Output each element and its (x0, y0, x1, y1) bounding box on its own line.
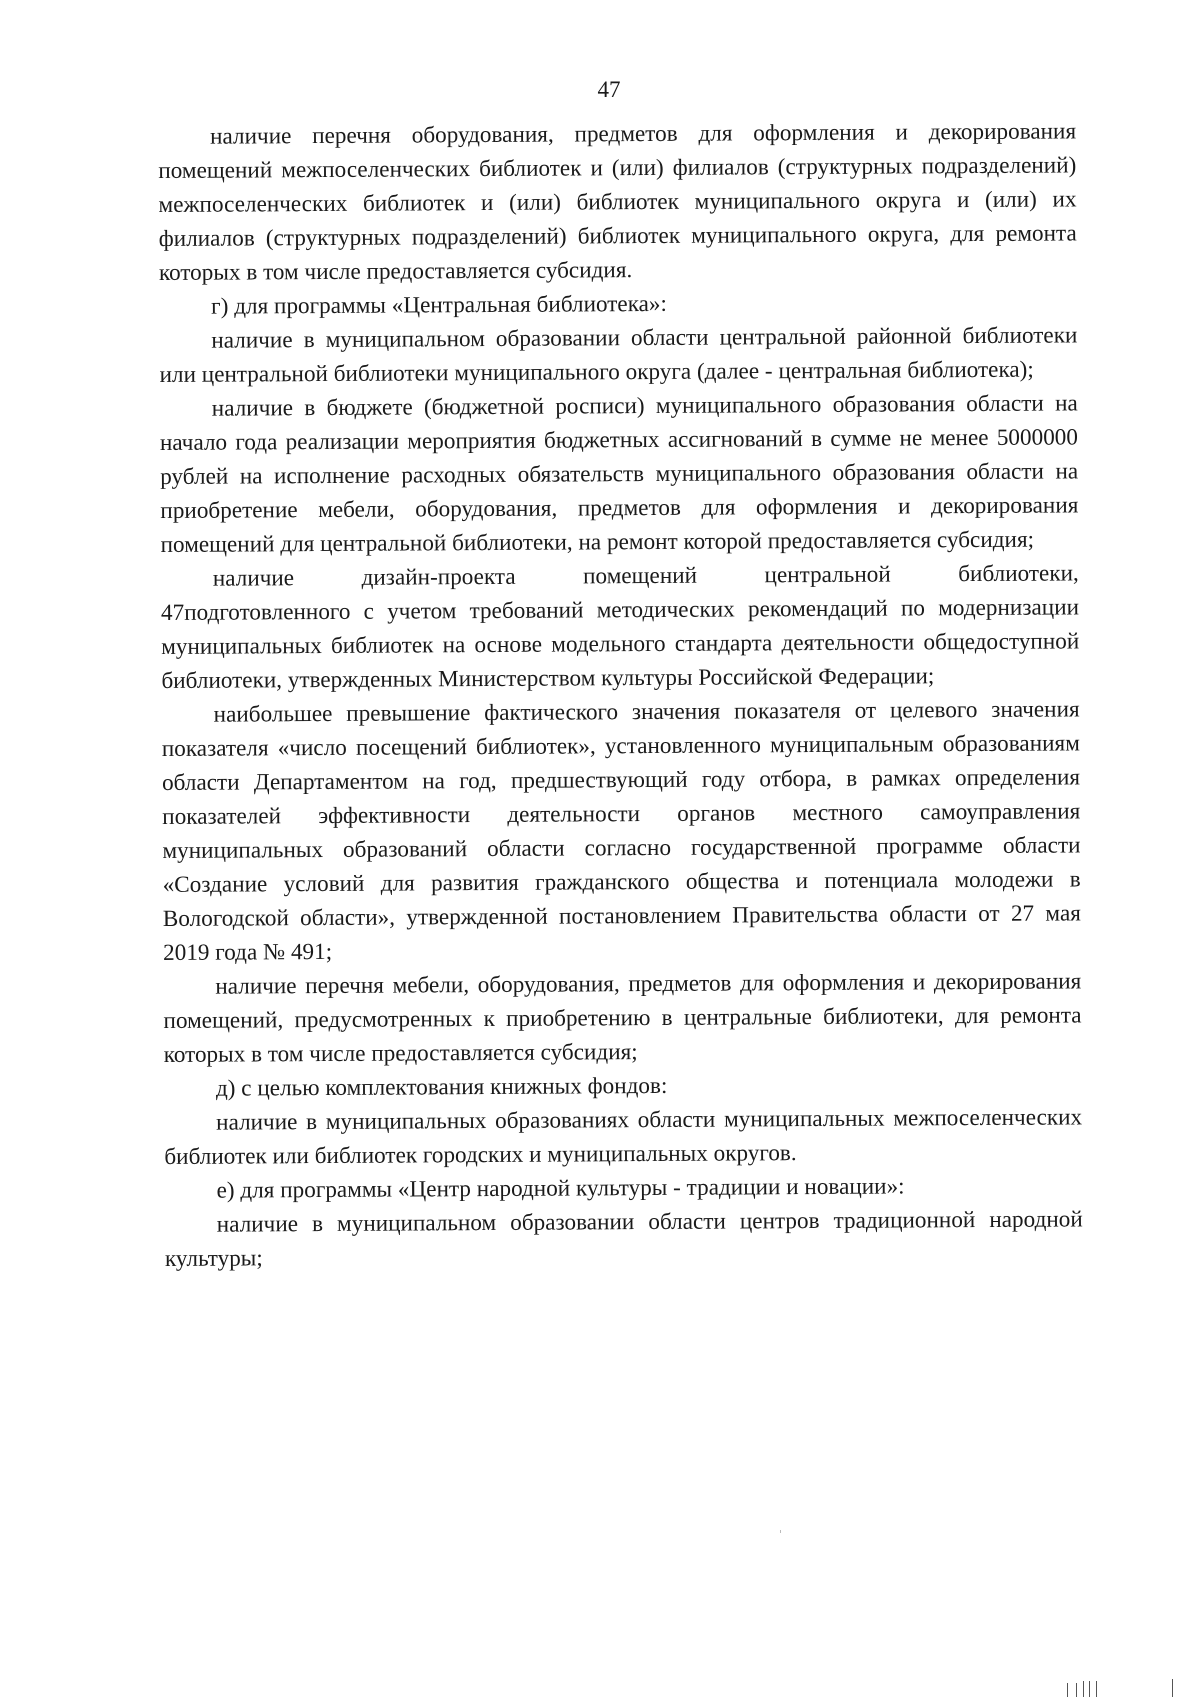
scan-edge-mark (1067, 1683, 1068, 1697)
scan-speck (780, 1530, 781, 1533)
scan-edge-mark (1089, 1681, 1090, 1697)
paragraph-folk-culture-centers: наличие в муниципальном образовании области центров традиционной народной культуры; (164, 1206, 1083, 1272)
paragraph-central-library-heading: г) для программы «Центральная библиотека»: (211, 290, 668, 320)
paragraph-folk-culture-heading: е) для программы «Центр народной культуры - традиции и новации»: (216, 1173, 905, 1204)
page-number: 47 (597, 77, 621, 102)
paragraph-design-project-continued: 47подготовленного с учетом требований методических рекомендаций по модернизации муниципальных библиотек на основе модельного стандарта деятельности общедоступной библиотеки, утвержденных Министерством культуры Российской Федерации; (160, 594, 1080, 694)
scan-edge-mark (1083, 1681, 1084, 1697)
scan-edge-mark (1096, 1681, 1097, 1697)
scan-edge-mark (1076, 1683, 1077, 1697)
paragraph-equipment-list: наличие перечня оборудования, предметов для оформления и декорирования помещений межпоселенческих библиотек и (или) филиалов (структурных подразделений) межпоселенческих библиотек и (или) библиотек муниципального округа и (или) их филиалов (структурных подразделений) библиотек муниципального округа, для ремонта которых в том числе предоставляется субсидия. (158, 118, 1077, 286)
scan-edge-mark (1172, 1679, 1173, 1697)
paragraph-design-project: наличие дизайн-проекта помещений центральной библиотеки, (212, 560, 1079, 592)
paragraph-book-funds-heading: д) с целью комплектования книжных фондов: (215, 1072, 668, 1102)
body-text (158, 114, 1083, 1276)
paragraph-interdistrict-libraries: наличие в муниципальных образованиях области муниципальных межпоселенческих библиотек или библиотек городских и муниципальных округов. (164, 1104, 1083, 1170)
paragraph-visits-indicator: наибольшее превышение фактического значения показателя от целевого значения показателя «число посещений библиотек», установленного муниципальным образованиям области Департаментом на год, предшествующий году отбора, в рамках определения показателей эффективности деятельности органов местного самоуправления муниципальных образований области согласно государственной программе области «Создание условий для развития гражданского общества и потенциала молодежи в Вологодской области», утвержденной постановлением Правительства области от 27 мая 2019 года № 491; (161, 696, 1081, 966)
paragraph-furniture-list: наличие перечня мебели, оборудования, предметов для оформления и декорирования помещений, предусмотренных к приобретению в центральные библиотеки, для ремонта которых в том числе предоставляется субсидия; (163, 968, 1082, 1068)
paragraph-budget-allocation: наличие в бюджете (бюджетной росписи) муниципального образования области на начало года реализации мероприятия бюджетных ассигнований в сумме не менее 5000000 рублей на исполнение расходных обязательств муниципального образования области на приобретение мебели, оборудования, предметов для оформления и декорирования помещений для центральной библиотеки, на ремонт которой предоставляется субсидия; (159, 390, 1079, 558)
paragraph-central-library-presence: наличие в муниципальном образовании области центральной районной библиотеки или центральной библиотеки муниципального округа (далее - центральная библиотека); (159, 322, 1078, 388)
